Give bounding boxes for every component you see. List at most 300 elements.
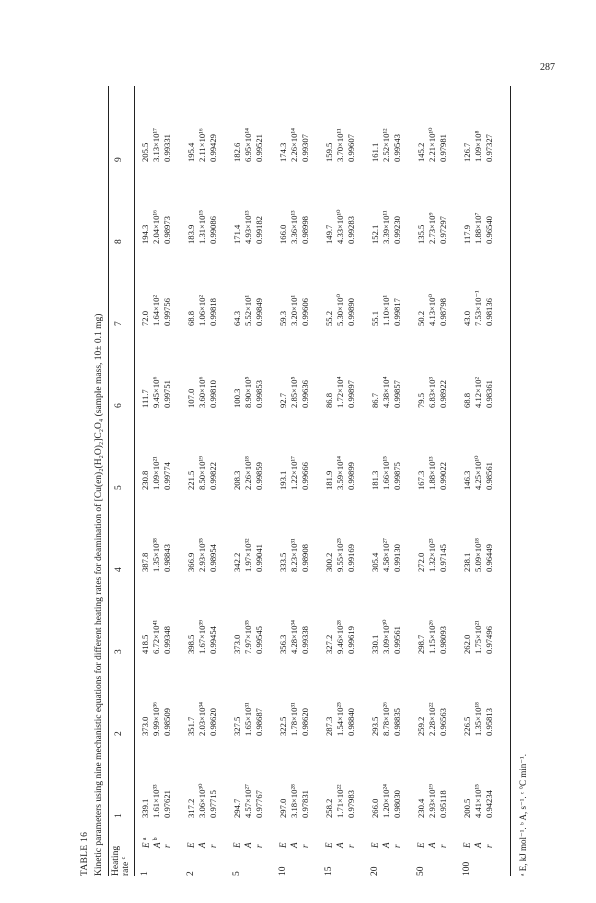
table-cell <box>140 676 174 736</box>
cell-value-e: 327.5 <box>232 716 242 736</box>
cell-value-r: 0.98093 <box>438 626 449 654</box>
cell-value-a: 2.85×10⁵ <box>289 376 300 408</box>
cell-value-r: 0.99774 <box>162 462 173 490</box>
cell-value-r: 0.97297 <box>438 216 449 244</box>
cell-value-r: 0.99875 <box>392 462 403 490</box>
cell-value-a: 2.04×10¹⁶ <box>151 209 162 244</box>
table-cell <box>186 676 220 736</box>
cell-value-r: 0.99331 <box>162 134 173 162</box>
table-cell <box>140 184 174 244</box>
cell-value-a: 6.83×10³ <box>427 376 438 408</box>
cell-value-r: 0.99853 <box>254 380 265 408</box>
cell-value-r: 0.99899 <box>346 462 357 490</box>
table-row <box>462 86 496 876</box>
cell-value-r: 0.99022 <box>438 462 449 490</box>
table-cell <box>462 266 496 326</box>
cell-value-a: 5.30×10⁰ <box>335 294 346 326</box>
cell-value-r: 0.99521 <box>254 134 265 162</box>
bottom-rule <box>510 86 511 876</box>
column-header: 7 <box>114 321 124 326</box>
table-cell <box>370 512 404 572</box>
table-cell <box>462 512 496 572</box>
heating-rate-value: 50 <box>416 866 426 876</box>
cell-value-a: 1.20×10²⁴ <box>381 783 392 818</box>
cell-value-e: 86.7 <box>370 392 380 408</box>
cell-value-a: 2.26×10¹⁸ <box>243 455 254 490</box>
cell-value-r: 0.99751 <box>162 380 173 408</box>
table-cell <box>370 430 404 490</box>
cell-value-r: 0.97145 <box>438 544 449 572</box>
cell-value-e: 342.2 <box>232 552 242 572</box>
table-cell <box>186 430 220 490</box>
table-cell <box>324 430 358 490</box>
table-cell <box>186 102 220 162</box>
cell-value-r: 0.97983 <box>346 790 357 818</box>
cell-value-a: 8.78×10²⁶ <box>381 701 392 736</box>
cell-value-r: 0.95118 <box>438 790 449 818</box>
cell-value-a: 7.97×10³⁵ <box>243 619 254 654</box>
cell-value-r: 0.98561 <box>484 462 495 490</box>
table-cell <box>370 348 404 408</box>
cell-value-a: 4.58×10²⁷ <box>381 537 392 572</box>
cell-value-a: 2.11×10¹⁶ <box>197 128 208 162</box>
table-cell <box>278 430 312 490</box>
table-cell <box>232 758 266 818</box>
parameter-label: E <box>416 842 426 848</box>
table-cell <box>324 594 358 654</box>
table-cell <box>370 184 404 244</box>
cell-value-r: 0.99429 <box>208 134 219 162</box>
table-cell <box>416 102 450 162</box>
table-cell <box>462 348 496 408</box>
parameter-label: E <box>370 842 380 848</box>
cell-value-e: 330.1 <box>370 634 380 654</box>
table-row <box>232 86 266 876</box>
cell-value-e: 86.8 <box>324 392 334 408</box>
cell-value-r: 0.99666 <box>300 462 311 490</box>
cell-value-e: 418.5 <box>140 634 150 654</box>
parameter-label: A <box>243 842 254 848</box>
table-cell <box>232 676 266 736</box>
parameter-label: r <box>346 844 357 848</box>
cell-value-a: 1.88×10⁷ <box>473 212 484 244</box>
cell-value-a: 1.75×10²¹ <box>473 620 484 654</box>
cell-value-r: 0.98509 <box>162 708 173 736</box>
rotated-table <box>78 86 548 886</box>
cell-value-a: 1.31×10¹⁵ <box>197 209 208 244</box>
cell-value-e: 262.0 <box>462 634 472 654</box>
cell-value-a: 3.20×10¹ <box>289 294 300 326</box>
parameter-label: A <box>335 842 346 848</box>
cell-value-e: 181.3 <box>370 470 380 490</box>
cell-value-e: 55.2 <box>324 310 334 326</box>
cell-value-r: 0.99607 <box>346 134 357 162</box>
cell-value-e: 117.9 <box>462 224 472 244</box>
cell-value-e: 194.3 <box>140 224 150 244</box>
table-row <box>324 86 358 876</box>
table-row <box>370 86 404 876</box>
cell-value-a: 8.23×10³¹ <box>289 538 300 572</box>
cell-value-e: 79.5 <box>416 392 426 408</box>
cell-value-e: 166.0 <box>278 224 288 244</box>
cell-value-a: 2.52×10¹² <box>381 128 392 162</box>
table-cell <box>140 594 174 654</box>
cell-value-a: 4.12×10² <box>473 376 484 408</box>
parameter-labels <box>140 834 174 848</box>
cell-value-a: 4.33×10¹⁰ <box>335 209 346 244</box>
cell-value-r: 0.99338 <box>300 626 311 654</box>
table-cell <box>140 512 174 572</box>
cell-value-r: 0.99307 <box>300 134 311 162</box>
cell-value-e: 195.4 <box>186 142 196 162</box>
cell-value-e: 183.9 <box>186 224 196 244</box>
parameter-label: r <box>254 844 265 848</box>
cell-value-a: 3.59×10¹⁴ <box>335 455 346 490</box>
parameter-label: E $^a$ <box>141 837 151 848</box>
table-cell <box>416 594 450 654</box>
cell-value-r: 0.99897 <box>346 380 357 408</box>
table-cell <box>278 184 312 244</box>
cell-value-e: 161.1 <box>370 142 380 162</box>
cell-value-e: 64.3 <box>232 310 242 326</box>
heating-rate-value: 10 <box>278 866 288 876</box>
table-cell <box>416 348 450 408</box>
table-cell <box>278 758 312 818</box>
cell-value-a: 3.13×10¹⁷ <box>151 127 162 162</box>
cell-value-e: 398.5 <box>186 634 196 654</box>
table-cell <box>462 184 496 244</box>
parameter-labels <box>370 834 404 848</box>
table-cell <box>232 512 266 572</box>
cell-value-r: 0.99283 <box>346 216 357 244</box>
cell-value-e: 238.1 <box>462 552 472 572</box>
cell-value-r: 0.98798 <box>438 298 449 326</box>
cell-value-r: 0.97715 <box>208 790 219 818</box>
table-cell <box>324 758 358 818</box>
cell-value-a: 9.46×10²⁸ <box>335 619 346 654</box>
cell-value-e: 333.5 <box>278 552 288 572</box>
cell-value-e: 221.5 <box>186 470 196 490</box>
table-cell <box>370 676 404 736</box>
cell-value-r: 0.98030 <box>392 790 403 818</box>
cell-value-a: 1.97×10³² <box>243 538 254 572</box>
cell-value-e: 50.2 <box>416 310 426 326</box>
cell-value-a: 1.65×10³¹ <box>243 702 254 736</box>
cell-value-a: 3.36×10¹³ <box>289 210 300 244</box>
cell-value-a: 1.32×10²³ <box>427 538 438 572</box>
cell-value-e: 366.9 <box>186 552 196 572</box>
parameter-label: A <box>289 842 300 848</box>
parameter-label: r <box>162 844 173 848</box>
cell-value-e: 287.3 <box>324 716 334 736</box>
parameter-label: A $^b$ <box>152 837 163 848</box>
cell-value-r: 0.96563 <box>438 708 449 736</box>
table-cell <box>278 594 312 654</box>
table-cell <box>324 348 358 408</box>
cell-value-e: 351.7 <box>186 716 196 736</box>
cell-value-e: 152.1 <box>370 224 380 244</box>
cell-value-e: 171.4 <box>232 224 242 244</box>
heating-rate-value: 15 <box>324 866 334 876</box>
cell-value-r: 0.96540 <box>484 216 495 244</box>
cell-value-r: 0.99756 <box>162 298 173 326</box>
table-cell <box>140 758 174 818</box>
cell-value-e: 55.1 <box>370 310 380 326</box>
cell-value-a: 1.61×10³³ <box>151 784 162 818</box>
cell-value-a: 1.88×10¹³ <box>427 456 438 490</box>
cell-value-r: 0.99822 <box>208 462 219 490</box>
page-number: 287 <box>540 62 555 73</box>
table-cell <box>232 594 266 654</box>
cell-value-e: 272.0 <box>416 552 426 572</box>
cell-value-a: 1.67×10³⁹ <box>197 619 208 654</box>
table-row <box>186 86 220 876</box>
cell-value-e: 293.5 <box>370 716 380 736</box>
cell-value-r: 0.99130 <box>392 544 403 572</box>
cell-value-a: 3.18×10²⁸ <box>289 783 300 818</box>
parameter-label: E <box>186 842 196 848</box>
heating-rate-header: Heating rate $^c$ <box>111 845 131 876</box>
cell-value-r: 0.95813 <box>484 708 495 736</box>
cell-value-e: 298.7 <box>416 634 426 654</box>
cell-value-r: 0.99561 <box>392 626 403 654</box>
table-cell <box>186 512 220 572</box>
cell-value-a: 1.06×10² <box>197 294 208 326</box>
cell-value-e: 135.5 <box>416 224 426 244</box>
cell-value-r: 0.94234 <box>484 790 495 818</box>
column-header: 4 <box>114 567 124 572</box>
cell-value-a: 4.25×10¹⁰ <box>473 455 484 490</box>
cell-value-e: 294.7 <box>232 798 242 818</box>
cell-value-e: 258.2 <box>324 798 334 818</box>
cell-value-e: 111.7 <box>140 389 150 408</box>
cell-value-a: 7.53×10⁻¹ <box>473 290 484 326</box>
cell-value-e: 205.5 <box>140 142 150 162</box>
cell-value-e: 92.7 <box>278 392 288 408</box>
cell-value-a: 3.70×10¹¹ <box>335 128 346 162</box>
parameter-label: A <box>381 842 392 848</box>
parameter-label: A <box>427 842 438 848</box>
cell-value-e: 297.0 <box>278 798 288 818</box>
heating-rate-value: 1 <box>140 871 150 876</box>
cell-value-r: 0.99543 <box>392 134 403 162</box>
header-rule <box>134 86 135 876</box>
table-cell <box>370 758 404 818</box>
cell-value-a: 4.41×10¹⁵ <box>473 783 484 818</box>
cell-value-e: 373.0 <box>140 716 150 736</box>
table-cell <box>370 266 404 326</box>
cell-value-a: 2.21×10¹⁰ <box>427 127 438 162</box>
cell-value-e: 167.3 <box>416 470 426 490</box>
cell-value-e: 181.9 <box>324 470 334 490</box>
cell-value-r: 0.97327 <box>484 134 495 162</box>
cell-value-e: 356.3 <box>278 634 288 654</box>
cell-value-e: 387.8 <box>140 552 150 572</box>
cell-value-a: 1.09×10²¹ <box>151 456 162 490</box>
cell-value-r: 0.98922 <box>438 380 449 408</box>
table-cell <box>140 430 174 490</box>
cell-value-e: 230.8 <box>140 470 150 490</box>
cell-value-e: 72.0 <box>140 310 150 326</box>
parameter-label: r <box>438 844 449 848</box>
cell-value-a: 1.35×10¹⁸ <box>473 701 484 736</box>
cell-value-r: 0.97981 <box>438 134 449 162</box>
cell-value-r: 0.99818 <box>208 298 219 326</box>
table-cell <box>140 102 174 162</box>
cell-value-r: 0.99849 <box>254 298 265 326</box>
parameter-labels <box>278 834 312 848</box>
cell-value-a: 9.45×10⁶ <box>151 376 162 408</box>
top-rule <box>108 86 109 876</box>
table-cell <box>186 348 220 408</box>
cell-value-r: 0.98954 <box>208 544 219 572</box>
cell-value-a: 4.13×10⁰ <box>427 294 438 326</box>
cell-value-e: 373.0 <box>232 634 242 654</box>
cell-value-r: 0.99859 <box>254 462 265 490</box>
cell-value-r: 0.99810 <box>208 380 219 408</box>
cell-value-e: 305.4 <box>370 552 380 572</box>
cell-value-a: 2.28×10²² <box>427 702 438 736</box>
cell-value-r: 0.98973 <box>162 216 173 244</box>
cell-value-a: 3.06×10³⁰ <box>197 783 208 818</box>
table-cell <box>278 102 312 162</box>
cell-value-e: 68.8 <box>186 310 196 326</box>
heating-rate-value: 100 <box>462 861 472 876</box>
cell-value-a: 1.64×10² <box>151 294 162 326</box>
cell-value-r: 0.99636 <box>300 380 311 408</box>
cell-value-e: 159.5 <box>324 142 334 162</box>
parameter-label: E <box>278 842 288 848</box>
table-cell <box>140 266 174 326</box>
cell-value-r: 0.98840 <box>346 708 357 736</box>
cell-value-e: 182.6 <box>232 142 242 162</box>
cell-value-a: 1.66×10¹⁵ <box>381 455 392 490</box>
table-caption: Kinetic parameters using nine mechanistic equations for different heating rates for deamination of [Cu(en)₂(H₂O)₂]C₂O₄ (sample mass, 10± 0.1 mg) <box>94 313 104 876</box>
table-row <box>278 86 312 876</box>
table-row <box>140 86 174 876</box>
cell-value-a: 5.09×10¹⁸ <box>473 537 484 572</box>
cell-value-a: 2.26×10¹⁴ <box>289 127 300 162</box>
cell-value-e: 174.3 <box>278 142 288 162</box>
cell-value-a: 4.28×10³⁴ <box>289 619 300 654</box>
parameter-label: r <box>208 844 219 848</box>
table-cell <box>140 348 174 408</box>
cell-value-r: 0.99169 <box>346 544 357 572</box>
parameter-labels <box>232 834 266 848</box>
column-header: 1 <box>114 813 124 818</box>
cell-value-a: 8.90×10⁵ <box>243 376 254 408</box>
table-cell <box>416 512 450 572</box>
table-cell <box>416 758 450 818</box>
table-cell <box>324 184 358 244</box>
cell-value-r: 0.99817 <box>392 298 403 326</box>
cell-value-a: 9.99×10³⁶ <box>151 701 162 736</box>
cell-value-a: 1.15×10²⁶ <box>427 619 438 654</box>
cell-value-r: 0.99348 <box>162 626 173 654</box>
cell-value-r: 0.99454 <box>208 626 219 654</box>
cell-value-a: 3.09×10³⁰ <box>381 619 392 654</box>
cell-value-a: 3.60×10⁶ <box>197 376 208 408</box>
cell-value-r: 0.99619 <box>346 626 357 654</box>
table-cell <box>278 512 312 572</box>
cell-value-r: 0.98687 <box>254 708 265 736</box>
table-cell <box>232 102 266 162</box>
cell-value-a: 4.57×10²⁷ <box>243 783 254 818</box>
table-cell <box>186 184 220 244</box>
heating-rate-value: 5 <box>232 871 242 876</box>
heating-rate-value: 2 <box>186 871 196 876</box>
cell-value-e: 317.2 <box>186 798 196 818</box>
cell-value-e: 259.2 <box>416 716 426 736</box>
table-cell <box>462 430 496 490</box>
cell-value-r: 0.97831 <box>300 790 311 818</box>
table-cell <box>186 266 220 326</box>
cell-value-r: 0.98843 <box>162 544 173 572</box>
table-cell <box>324 102 358 162</box>
table-cell <box>232 348 266 408</box>
cell-value-a: 4.93×10¹³ <box>243 210 254 244</box>
cell-value-r: 0.97496 <box>484 626 495 654</box>
cell-value-a: 1.71×10²² <box>335 784 346 818</box>
cell-value-r: 0.98998 <box>300 216 311 244</box>
parameter-label: r <box>484 844 495 848</box>
parameter-label: E <box>324 842 334 848</box>
table-cell <box>324 512 358 572</box>
cell-value-e: 193.1 <box>278 470 288 490</box>
cell-value-e: 149.7 <box>324 224 334 244</box>
cell-value-a: 1.35×10³⁸ <box>151 537 162 572</box>
cell-value-a: 2.73×10⁹ <box>427 212 438 244</box>
parameter-label: A <box>473 842 484 848</box>
cell-value-e: 43.0 <box>462 310 472 326</box>
table-footnote: ᵃ E, kJ mol⁻¹. ᵇ A, s⁻¹. ᶜ °C min⁻¹. <box>518 753 528 876</box>
column-header: 9 <box>114 157 124 162</box>
table-cell <box>462 102 496 162</box>
table-cell <box>324 676 358 736</box>
cell-value-e: 107.0 <box>186 388 196 408</box>
table-cell <box>370 102 404 162</box>
table-cell <box>186 758 220 818</box>
cell-value-e: 339.1 <box>140 798 150 818</box>
parameter-label: A <box>197 842 208 848</box>
cell-value-r: 0.99606 <box>300 298 311 326</box>
cell-value-r: 0.98908 <box>300 544 311 572</box>
table-cell <box>232 184 266 244</box>
cell-value-a: 4.38×10⁴ <box>381 376 392 408</box>
table-cell <box>462 676 496 736</box>
table-cell <box>416 184 450 244</box>
parameter-labels <box>416 834 450 848</box>
cell-value-r: 0.99890 <box>346 298 357 326</box>
table-cell <box>324 266 358 326</box>
table-cell <box>416 430 450 490</box>
cell-value-a: 6.95×10¹⁴ <box>243 127 254 162</box>
cell-value-r: 0.97767 <box>254 790 265 818</box>
cell-value-e: 145.2 <box>416 142 426 162</box>
parameter-labels <box>324 834 358 848</box>
table-cell <box>416 266 450 326</box>
cell-value-a: 1.22×10¹⁷ <box>289 455 300 490</box>
cell-value-e: 126.7 <box>462 142 472 162</box>
table-cell <box>278 348 312 408</box>
cell-value-r: 0.99041 <box>254 544 265 572</box>
cell-value-e: 327.2 <box>324 634 334 654</box>
heating-rate-value: 20 <box>370 866 380 876</box>
table-cell <box>186 594 220 654</box>
cell-value-a: 6.72×10⁴¹ <box>151 619 162 654</box>
cell-value-a: 2.93×10¹⁹ <box>427 783 438 818</box>
cell-value-r: 0.98835 <box>392 708 403 736</box>
